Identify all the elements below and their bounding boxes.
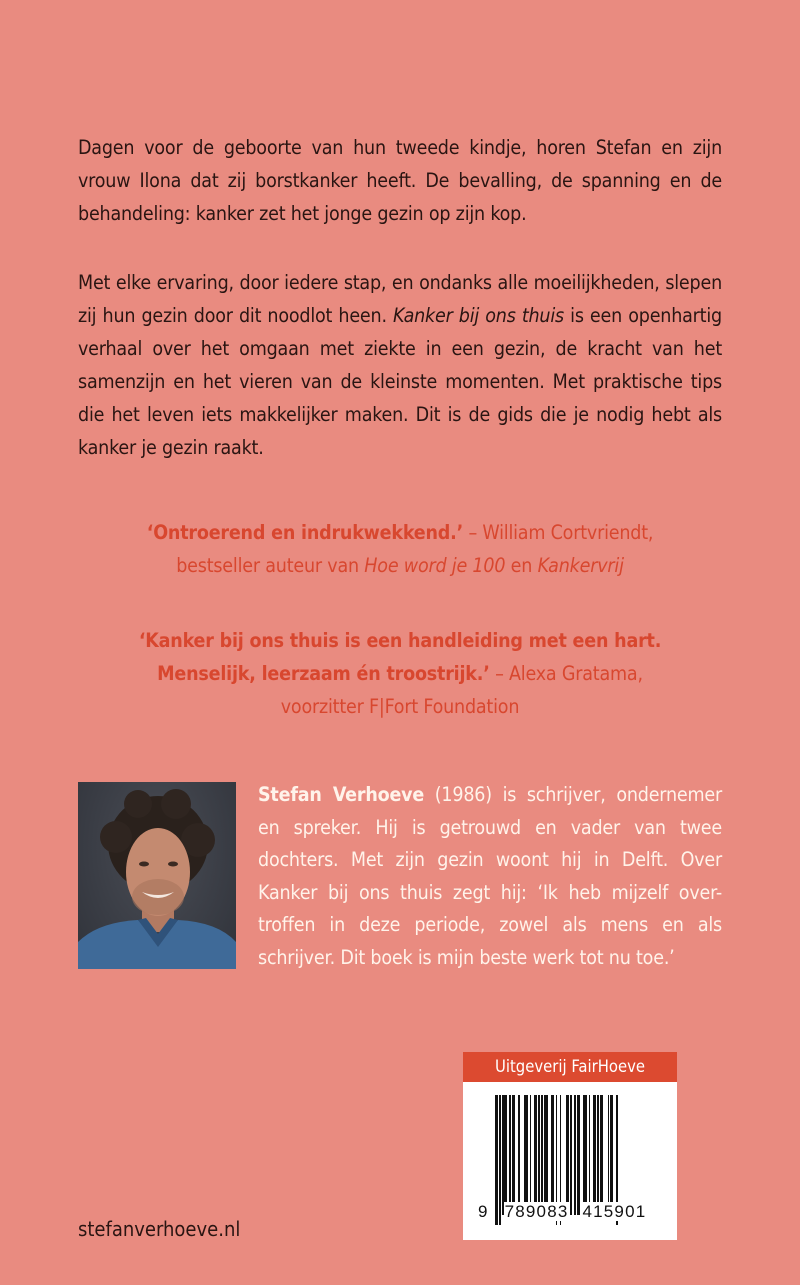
website-link[interactable]: stefanverhoeve.nl [78,1217,241,1241]
quote-attribution: – William Cortvriendt, [463,521,654,544]
author-photo [78,782,236,969]
quote-attribution: bestseller auteur van [176,554,365,577]
isbn-group-2: 415901 [582,1202,647,1221]
book-title: Kankervrij [537,554,624,577]
description-text: Met elke ervaring, door iedere stap, en ondanks alle moeilijkheden, slepen zij hun gezin door dit noodlot heen. [78,271,722,327]
quote-text: ‘Kanker bij ons thuis is een handleiding met een hart. [138,629,662,652]
barcode-box [463,1052,677,1240]
author-bio [258,779,722,974]
author-bio-text: (1986) is schrijver, ondernemer en spreker. Hij is getrouwd en vader van twee dochters. Met zijn gezin woont hij in Delft. Over Kanker bij ons thuis zegt hij: ‘Ik heb mijzelf over-troffen in deze periode, zowel als mens en als schrijver. Dit boek is mijn beste werk tot nu toe.’ [258,783,722,969]
author-portrait-icon [78,782,236,969]
review-quote-2 [80,624,720,723]
book-title: Hoe word je 100 [364,554,506,577]
review-quote-1 [80,516,720,582]
description-text: is een openhartig verhaal over het omgaan met ziekte in een gezin, de kracht van het samenzijn en het vieren van de kleinste momenten. Met praktische tips die het leven iets makkelijker maken. Dit is de gids die je nodig hebt als kanker je gezin raakt. [78,304,722,459]
quote-attribution: en [505,554,538,577]
quote-text: Menselijk, leerzaam én troostrijk.’ [157,662,490,685]
quote-attribution: – Alexa Gratama, [489,662,643,685]
book-title: Kanker bij ons thuis [392,304,564,327]
isbn-number [477,1202,667,1222]
description-paragraph-2 [78,266,722,464]
quote-attribution: voorzitter F|Fort Foundation [280,695,520,718]
isbn-group-1: 789083 [504,1202,569,1221]
description-paragraph-1: Dagen voor de geboorte van hun tweede kindje, horen Stefan en zijn vrouw Ilona dat zij borstkanker heeft. De bevalling, de spanning en de behandeling: kanker zet het jonge gezin op zijn kop. [78,136,722,225]
isbn-prefix: 9 [478,1202,489,1221]
barcode-gap [618,1095,619,1215]
publisher-label: Uitgeverij FairHoeve [463,1052,677,1082]
author-name: Stefan Verhoeve [258,783,425,806]
quote-text: ‘Ontroerend en indrukwekkend.’ [146,521,464,544]
